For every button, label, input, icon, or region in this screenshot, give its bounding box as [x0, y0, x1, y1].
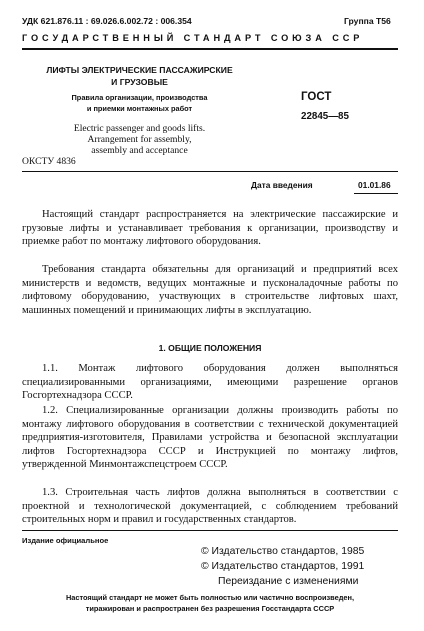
subtitle-line-1: Правила организации, производства — [71, 93, 208, 102]
subtitle-block — [22, 93, 257, 114]
copyright-1991: © Издательство стандартов, 1991 — [201, 561, 365, 572]
title-line-1: ЛИФТЫ ЭЛЕКТРИЧЕСКИЕ ПАССАЖИРСКИЕ — [46, 65, 233, 75]
paragraph-1-1: 1.1. Монтаж лифтового оборудования должен выполняться специализированными организациями, имеющими разрешение органов Госгортехнадзора СССР. — [22, 363, 398, 402]
english-title-line-1: Electric passenger and goods lifts. — [73, 123, 206, 134]
paragraph-1-2: 1.2. Специализированные организации должны производить работы по монтажу лифтового оборудования в соответствии с технической документацией предприятия-изготовителя, Правилами устройства и безопасной эксплуатации лифтов Госгортехнадзора СССР и Инструкцией по монтажу лифтов, утвержденной Минмонтажспецстроем СССР. — [22, 405, 398, 471]
notice-line-1: Настоящий стандарт не может быть полностью или частично воспроизведен, — [65, 593, 355, 602]
header-rule — [22, 48, 398, 50]
notice-line-2: тиражирован и распространен без разрешения Госстандарта СССР — [85, 604, 335, 613]
footer-rule — [22, 530, 398, 531]
title-rule — [22, 171, 398, 172]
english-title-line-3: assembly and acceptance — [91, 145, 188, 157]
official-edition: Издание официальное — [22, 536, 109, 545]
intro-date-underline — [354, 193, 398, 194]
gost-label: ГОСТ — [301, 91, 332, 103]
group-code: Группа Т56 — [344, 16, 391, 26]
title-block — [22, 64, 257, 88]
paragraph-requirements: Требования стандарта обязательны для организаций и предприятий всех министерств и ведомств, ведущих монтажные и пусконаладочные работы по лифтовому оборудованию, участвующих в строительстве лифтовых шахт, машинных помещений и принимающих лифты в эксплуатацию. — [22, 264, 398, 316]
english-title-line-2: Arrangement for assembly, — [87, 134, 192, 146]
reproduction-notice — [22, 592, 398, 614]
subtitle-line-2: и приемки монтажных работ — [86, 103, 193, 113]
intro-date-value: 01.01.86 — [358, 180, 391, 190]
copyright-1985: © Издательство стандартов, 1985 — [201, 546, 365, 557]
intro-date-label: Дата введения — [251, 180, 313, 190]
title-line-2: И ГРУЗОВЫЕ — [111, 77, 168, 87]
english-title — [22, 123, 257, 157]
paragraph-1-3: 1.3. Строительная часть лифтов должна выполняться в соответствии с проектной и технологической документацией, с соблюдением требований строительных норм и правил и государственных стандартов. — [22, 487, 398, 526]
okstu-code: ОКСТУ 4836 — [22, 156, 76, 167]
paragraph-scope: Настоящий стандарт распространяется на электрические пассажирские и грузовые лифты и устанавливает требования к организации, производству и приемке работ по монтажу лифтового оборудования. — [22, 209, 398, 248]
gost-number: 22845—85 — [301, 111, 349, 122]
udk-code: УДК 621.876.11 : 69.026.6.002.72 : 006.354 — [22, 16, 192, 26]
state-standard-heading: ГОСУДАРСТВЕННЫЙ СТАНДАРТ СОЮЗА ССР — [22, 33, 364, 43]
reissue-note: Переиздание с изменениями — [218, 576, 359, 587]
section-title: 1. ОБЩИЕ ПОЛОЖЕНИЯ — [158, 343, 262, 353]
